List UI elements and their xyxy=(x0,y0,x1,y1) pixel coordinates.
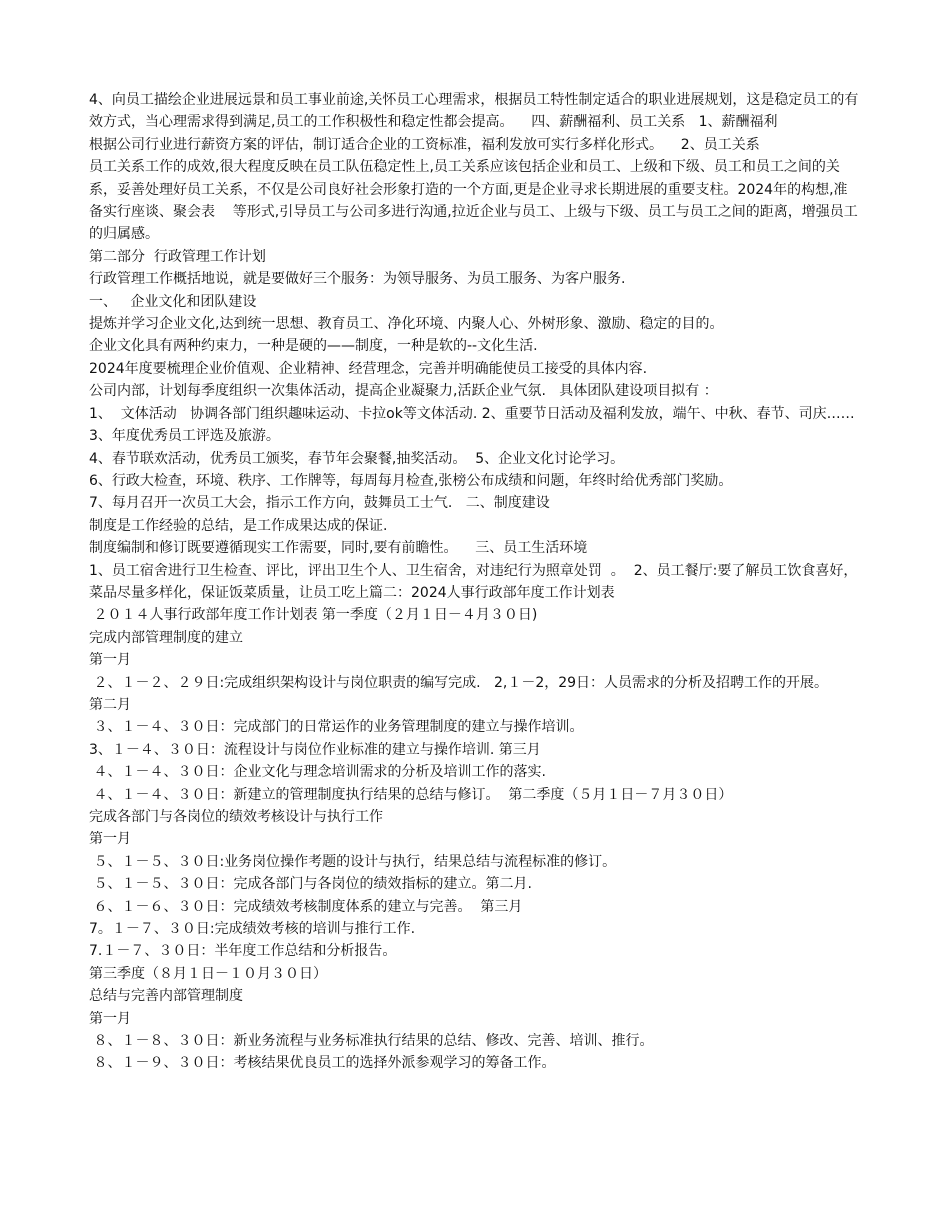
paragraph: 公司内部，计划每季度组织一次集体活动，提高企业凝聚力,活跃企业气氛. 具体团队建设项目拟有 ： xyxy=(89,383,718,400)
paragraph: 行政管理工作概括地说，就是要做好三个服务：为领导服务、为员工服务、为客户服务. xyxy=(89,271,626,288)
paragraph: 企业文化具有两种约束力，一种是硬的——制度，一种是软的--文化生活. xyxy=(89,338,538,355)
section-heading: 第二部分 行政管理工作计划 xyxy=(89,248,266,265)
plan-entry: 7.１－７、３０日：半年度工作总结和分析报告。 xyxy=(89,943,397,960)
plan-entry: ８、１－９、３０日：考核结果优良员工的选择外派参观学习的筹备工作。 xyxy=(89,1055,556,1072)
paragraph: 2024年度要梳理企业价值观、企业精神、经营理念，完善并明确能使员工接受的具体内容. xyxy=(89,360,648,377)
list-item: 1、 文体活动 协调各部门组织趣味运动、卡拉ok等文体活动. 2、重要节日活动及福利发放，端午、中秋、春节、司庆…… 3、年度优秀员工评选及旅游。 xyxy=(89,405,868,445)
plan-title: ２０１４人事行政部年度工作计划表 第一季度（２月１日－４月３０日) xyxy=(89,607,538,624)
section-heading: 一、 企业文化和团队建设 xyxy=(89,293,257,310)
plan-entry: ６、１－６、３０日：完成绩效考核制度体系的建立与完善。 第三月 xyxy=(89,898,523,915)
plan-goal: 完成各部门与各岗位的绩效考核设计与执行工作 xyxy=(89,809,383,825)
quarter-heading: 第三季度（８月１日－１０月３０日） xyxy=(89,965,327,982)
paragraph: 制度编制和修订既要遵循现实工作需要，同时,要有前瞻性。 三、员工生活环境 xyxy=(89,540,588,557)
plan-entry: ４、１－４、３０日：企业文化与理念培训需求的分析及培训工作的落实. xyxy=(89,764,546,781)
document-body xyxy=(89,89,868,1075)
plan-entry: ３、１－４、３０日：完成部门的日常运作的业务管理制度的建立与操作培训。 xyxy=(89,719,584,736)
plan-entry: ５、１－５、３０日:业务岗位操作考题的设计与执行，结果总结与流程标准的修订。 xyxy=(89,853,617,870)
plan-goal: 总结与完善内部管理制度 xyxy=(89,988,243,1005)
plan-entry: ２、１－２、２９日:完成组织架构设计与岗位职责的编写完成. 2,１－2，29日：人员需求的分析及招聘工作的开展。 xyxy=(89,674,829,691)
plan-entry: 3、１－４、３０日：流程设计与岗位作业标准的建立与操作培训. 第三月 xyxy=(89,741,541,758)
list-item: 4、春节联欢活动，优秀员工颁奖，春节年会聚餐,抽奖活动。 5、企业文化讨论学习。 xyxy=(89,450,625,467)
plan-goal: 完成内部管理制度的建立 xyxy=(89,629,243,646)
month-heading: 第一月 xyxy=(89,1010,131,1027)
paragraph: 根据公司行业进行薪资方案的评估，制订适合企业的工资标准，福利发放可实行多样化形式。 2、员工关系 xyxy=(89,136,760,153)
plan-entry: ４、１－４、３０日：新建立的管理制度执行结果的总结与修订。 第二季度（５月１日－７月３０日） xyxy=(89,786,733,803)
month-heading: 第一月 xyxy=(89,652,131,669)
paragraph: 员工关系工作的成效,很大程度反映在员工队伍稳定性上,员工关系应该包括企业和员工、上级和下级、员工和员工之间的关系，妥善处理好员工关系，不仅是公司良好社会形象打造的一个方面,更是企业寻求长期进展的重要支柱。2024年的构想,准备实行座谈、聚会表 等形式,引导员工与公司多进行沟通,拉近企业与员工、上级与下级、员工与员工之间的距离，增强员工的归属感。 xyxy=(89,159,858,243)
paragraph: 4、向员工描绘企业进展远景和员工事业前途,关怀员工心理需求，根据员工特性制定适合的职业进展规划，这是稳定员工的有效方式，当心理需求得到满足,员工的工作积极性和稳定性都会提高。 四、薪酬福利、员工关系 1、薪酬福利 xyxy=(89,92,859,131)
paragraph: 制度是工作经验的总结，是工作成果达成的保证. xyxy=(89,517,388,534)
paragraph: 提炼并学习企业文化,达到统一思想、教育员工、净化环境、内聚人心、外树形象、激励、稳定的目的。 xyxy=(89,316,724,333)
plan-entry: ５、１－５、３０日：完成各部门与各岗位的绩效指标的建立。第二月. xyxy=(89,876,532,893)
month-heading: 第二月 xyxy=(89,696,131,713)
list-item: 7、每月召开一次员工大会，指示工作方向，鼓舞员工士气. 二、制度建设 xyxy=(89,495,550,512)
plan-entry: ８、１－８、３０日：新业务流程与业务标准执行结果的总结、修改、完善、培训、推行。 xyxy=(89,1033,654,1050)
list-item: 6、行政大检查，环境、秩序、工作牌等，每周每月检查,张榜公布成绩和问题，年终时给优秀部门奖励。 xyxy=(89,472,733,489)
plan-entry: 7。１－７、３０日:完成绩效考核的培训与推行工作. xyxy=(89,921,416,938)
list-item: 1、员工宿舍进行卫生检查、评比，评出卫生个人、卫生宿舍，对违纪行为照章处罚 。 2、员工餐厅:要了解员工饮食喜好，菜品尽量多样化，保证饭菜质量，让员工吃上篇二：2024人事行政部年度工作计划表 xyxy=(89,562,858,601)
month-heading: 第一月 xyxy=(89,831,131,848)
